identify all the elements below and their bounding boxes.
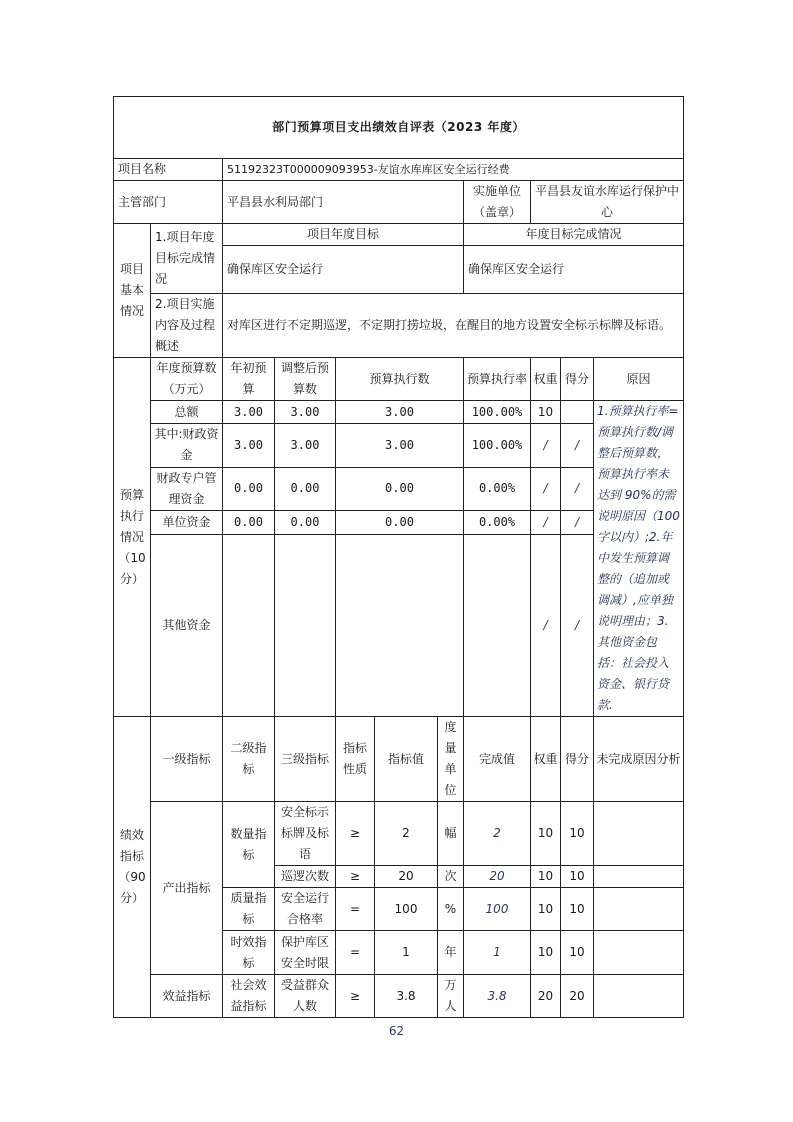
perf-level3: 安全运行合格率 [275, 888, 336, 931]
perf-level3: 巡逻次数 [275, 866, 336, 888]
output-indicator-label: 产出指标 [151, 802, 223, 975]
self-evaluation-table [113, 96, 684, 1018]
budget-row-label: 总额 [151, 401, 223, 424]
budget-row-label: 其中:财政资金 [151, 424, 223, 467]
budget-reason-note: 1.预算执行率=预算执行数/调整后预算数，预算执行率未达到 90%的需说明原因（100 字以内）;2.年中发生预算调整的（追加或调减）,应单独说明理由；3.其他资金包括：社会投入资金、银行贷款. [594, 401, 684, 717]
budget-executed [336, 535, 464, 717]
perf-header: 一级指标 [151, 717, 223, 802]
perf-value: 100 [375, 888, 438, 931]
budget-executed: 3.00 [336, 401, 464, 424]
perf-weight: 10 [531, 931, 561, 975]
perf-header: 指标值 [375, 717, 438, 802]
budget-adjusted: 3.00 [275, 424, 336, 467]
budget-header: 调整后预算数 [275, 358, 336, 401]
perf-reason [594, 931, 684, 975]
perf-nature: ≥ [336, 975, 375, 1018]
perf-header: 未完成原因分析 [594, 717, 684, 802]
budget-adjusted: 0.00 [275, 511, 336, 535]
perf-value: 20 [375, 866, 438, 888]
perf-row [114, 802, 684, 866]
budget-weight: / [531, 535, 561, 717]
perf-header: 三级指标 [275, 717, 336, 802]
perf-header: 二级指标 [223, 717, 275, 802]
dept-value: 平昌县水利局部门 [223, 181, 464, 224]
perf-header: 权重 [531, 717, 561, 802]
budget-initial: 0.00 [223, 467, 275, 510]
goal-header: 项目年度目标 [223, 224, 464, 246]
benefit-indicator-label: 效益指标 [151, 975, 223, 1018]
budget-rate [464, 535, 531, 717]
budget-weight: / [531, 467, 561, 510]
perf-weight: 10 [531, 888, 561, 931]
perf-reason [594, 888, 684, 931]
budget-rate: 0.00% [464, 467, 531, 510]
perf-done: 3.8 [464, 975, 531, 1018]
perf-nature: = [336, 931, 375, 975]
budget-header: 预算执行数 [336, 358, 464, 401]
perf-reason [594, 866, 684, 888]
perf-score: 10 [561, 802, 594, 866]
budget-row-label: 财政专户管理资金 [151, 467, 223, 510]
perf-row [114, 975, 684, 1018]
project-name-label: 项目名称 [114, 159, 223, 181]
perf-value: 2 [375, 802, 438, 866]
impl-unit-label: 实施单位（盖章） [464, 181, 531, 224]
perf-done: 2 [464, 802, 531, 866]
perf-header: 度量单位 [438, 717, 464, 802]
impl-unit-value: 平昌县友谊水库运行保护中心 [531, 181, 684, 224]
perf-score: 10 [561, 888, 594, 931]
budget-adjusted [275, 535, 336, 717]
perf-level2: 数量指标 [223, 802, 275, 888]
budget-executed: 3.00 [336, 424, 464, 467]
perf-nature: ≥ [336, 866, 375, 888]
done-header: 年度目标完成情况 [464, 224, 684, 246]
dept-label: 主管部门 [114, 181, 223, 224]
perf-score: 20 [561, 975, 594, 1018]
perf-score: 10 [561, 866, 594, 888]
perf-header: 得分 [561, 717, 594, 802]
budget-row-label: 单位资金 [151, 511, 223, 535]
perf-level2: 时效指标 [223, 931, 275, 975]
budget-executed: 0.00 [336, 511, 464, 535]
perf-done: 20 [464, 866, 531, 888]
budget-initial [223, 535, 275, 717]
impl-content-value: 对库区进行不定期巡逻，不定期打捞垃圾，在醒目的地方设置安全标示标牌及标语。 [223, 294, 684, 358]
perf-level3: 安全标示标牌及标语 [275, 802, 336, 866]
budget-score: / [561, 467, 594, 510]
perf-nature: ≥ [336, 802, 375, 866]
budget-header: 权重 [531, 358, 561, 401]
perf-unit: % [438, 888, 464, 931]
budget-score: / [561, 535, 594, 717]
budget-executed: 0.00 [336, 467, 464, 510]
perf-weight: 10 [531, 866, 561, 888]
perf-level3: 受益群众人数 [275, 975, 336, 1018]
project-name-value: 51192323T000009093953-友谊水库库区安全运行经费 [223, 159, 684, 181]
budget-score [561, 401, 594, 424]
perf-nature: = [336, 888, 375, 931]
budget-row-label: 其他资金 [151, 535, 223, 717]
budget-weight: / [531, 424, 561, 467]
budget-weight: / [531, 511, 561, 535]
goal-label: 1.项目年度目标完成情况 [151, 224, 223, 294]
budget-header: 得分 [561, 358, 594, 401]
budget-initial: 3.00 [223, 424, 275, 467]
budget-header: 年度预算数（万元） [151, 358, 223, 401]
basic-section-label: 项目基本情况 [114, 224, 151, 358]
perf-value: 1 [375, 931, 438, 975]
done-value: 确保库区安全运行 [464, 246, 684, 294]
perf-reason [594, 975, 684, 1018]
perf-weight: 10 [531, 802, 561, 866]
perf-unit: 万人 [438, 975, 464, 1018]
budget-initial: 0.00 [223, 511, 275, 535]
impl-content-label: 2.项目实施内容及过程概述 [151, 294, 223, 358]
budget-header: 年初预算 [223, 358, 275, 401]
budget-adjusted: 3.00 [275, 401, 336, 424]
perf-value: 3.8 [375, 975, 438, 1018]
budget-adjusted: 0.00 [275, 467, 336, 510]
budget-row [114, 401, 684, 424]
budget-weight: 10 [531, 401, 561, 424]
budget-section-label: 预算执行情况（10分） [114, 358, 151, 717]
budget-rate: 100.00% [464, 401, 531, 424]
perf-weight: 20 [531, 975, 561, 1018]
budget-header: 原因 [594, 358, 684, 401]
budget-header: 预算执行率 [464, 358, 531, 401]
perf-unit: 次 [438, 866, 464, 888]
perf-level2: 质量指标 [223, 888, 275, 931]
budget-score: / [561, 424, 594, 467]
page-title: 部门预算项目支出绩效自评表（2023 年度） [114, 97, 684, 159]
goal-value: 确保库区安全运行 [223, 246, 464, 294]
perf-level2: 社会效益指标 [223, 975, 275, 1018]
perf-header: 指标性质 [336, 717, 375, 802]
budget-rate: 0.00% [464, 511, 531, 535]
perf-score: 10 [561, 931, 594, 975]
perf-reason [594, 802, 684, 866]
perf-header: 完成值 [464, 717, 531, 802]
budget-rate: 100.00% [464, 424, 531, 467]
perf-done: 1 [464, 931, 531, 975]
perf-done: 100 [464, 888, 531, 931]
perf-level3: 保护库区安全时限 [275, 931, 336, 975]
budget-score: / [561, 511, 594, 535]
perf-unit: 幅 [438, 802, 464, 866]
perf-unit: 年 [438, 931, 464, 975]
budget-initial: 3.00 [223, 401, 275, 424]
page-number: 62 [388, 1024, 405, 1038]
perf-section-label: 绩效指标（90分） [114, 717, 151, 1018]
